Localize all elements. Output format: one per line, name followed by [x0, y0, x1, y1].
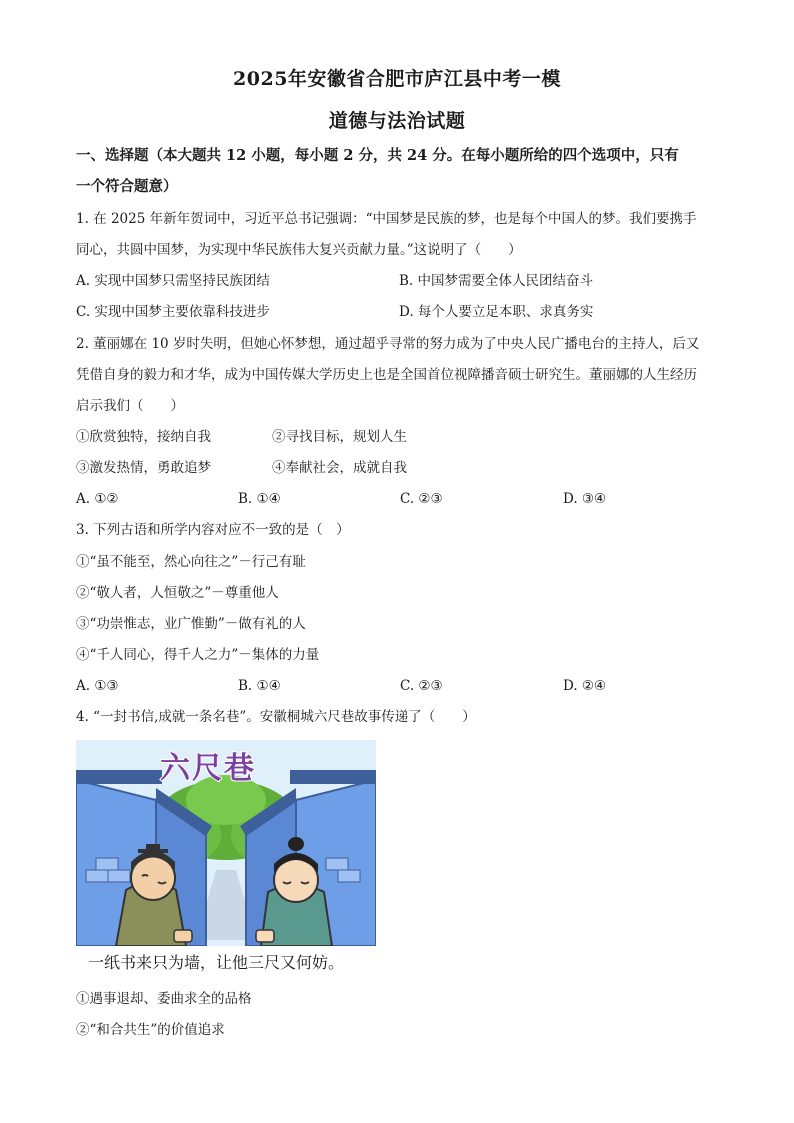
q3-stem: 3. 下列古语和所学内容对应不一致的是（ ）	[76, 522, 350, 538]
q3-item-1: ①“虽不能至，然心向往之”－行己有耻	[76, 554, 306, 570]
q1-stem-cont: 同心，共圆中国梦，为实现中华民族伟大复兴贡献力量。”这说明了（ ）	[76, 242, 522, 258]
exam-title: 2025年安徽省合肥市庐江县中考一模	[233, 68, 561, 90]
q2-item-3: ③激发热情，勇敢追梦	[76, 460, 211, 476]
illustration-caption: 一纸书来只为墙，让他三尺又何妨。	[88, 953, 345, 972]
q1-option-d: D. 每个人要立足本职、求真务实	[399, 304, 594, 320]
q1-option-a: A. 实现中国梦只需坚持民族团结	[76, 273, 270, 289]
q3-option-a: A. ①③	[76, 678, 119, 694]
q2-item-4: ④奉献社会，成就自我	[272, 460, 407, 476]
q2-stem-cont: 凭借自身的毅力和才华，成为中国传媒大学历史上也是全国首位视障播音硕士研究生。董丽娜的人生经历	[76, 367, 697, 383]
q4-item-2: ②“和合共生”的价值追求	[76, 1022, 225, 1038]
exam-subtitle: 道德与法治试题	[328, 110, 466, 132]
q3-item-3: ③“功崇惟志，业广惟勤”－做有礼的人	[76, 616, 306, 632]
q2-option-b: B. ①④	[238, 491, 281, 507]
q2-item-2: ②寻找目标，规划人生	[272, 429, 407, 445]
q3-item-2: ②“敬人者，人恒敬之”－尊重他人	[76, 585, 279, 601]
q3-item-4: ④“千人同心，得千人之力”－集体的力量	[76, 647, 320, 663]
q3-option-c: C. ②③	[400, 678, 443, 694]
q1-stem: 1. 在 2025 年新年贺词中，习近平总书记强调：“中国梦是民族的梦，也是每个中国人的梦。我们要携手	[76, 211, 697, 227]
q4-stem: 4. “一封书信,成就一条名巷”。安徽桐城六尺巷故事传递了（ ）	[76, 709, 476, 725]
q1-option-c: C. 实现中国梦主要依靠科技进步	[76, 304, 270, 320]
q1-option-b: B. 中国梦需要全体人民团结奋斗	[399, 273, 594, 289]
q3-option-b: B. ①④	[238, 678, 281, 694]
q2-item-1: ①欣赏独特，接纳自我	[76, 429, 211, 445]
q2-option-a: A. ①②	[76, 491, 119, 507]
q4-item-1: ①遇事退却、委曲求全的品格	[76, 991, 252, 1007]
q2-option-c: C. ②③	[400, 491, 443, 507]
section-heading-cont: 一个符合题意）	[76, 178, 178, 195]
illustration-banner-title: 六尺巷	[160, 751, 256, 786]
section-heading: 一、选择题（本大题共 12 小题，每小题 2 分，共 24 分。在每小题所给的四个选项中，只有	[76, 147, 679, 164]
q3-option-d: D. ②④	[563, 678, 607, 694]
q2-stem: 2. 董丽娜在 10 岁时失明，但她心怀梦想，通过超乎寻常的努力成为了中央人民广播电台的主持人，后又	[76, 336, 700, 352]
q2-stem-end: 启示我们（ ）	[76, 398, 184, 414]
q2-option-d: D. ③④	[563, 491, 607, 507]
